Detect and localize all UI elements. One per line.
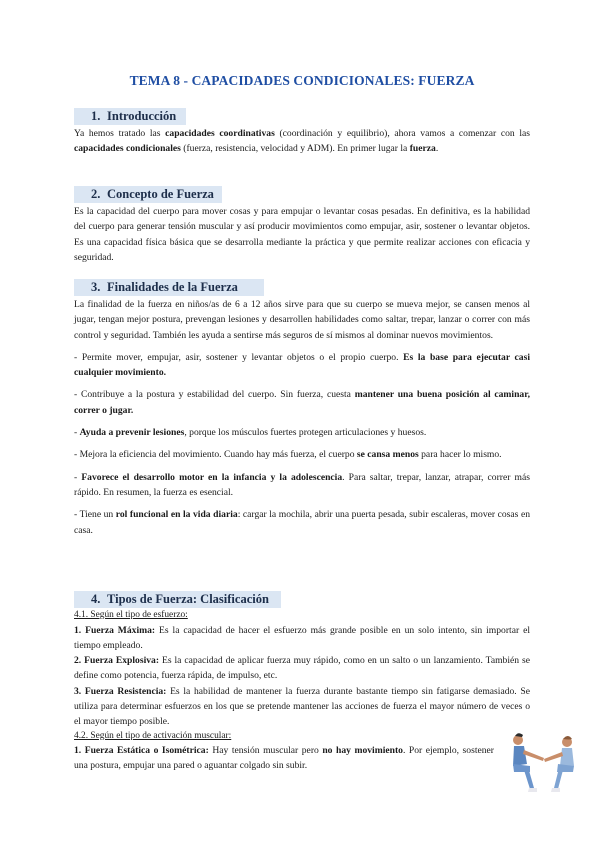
list-item: 3. Fuerza Resistencia: Es la habilidad de mantener la fuerza durante bastante tiempo sin fatigarse demasiado. Se utiliza para determinar esfuerzos en los que se pretende mantener las acciones de fuerza el mayor número de veces o el mayor tiempo posible.: [74, 685, 530, 728]
section-finalidades: [74, 279, 530, 538]
paragraph: Ya hemos tratado las capacidades coordinativas (coordinación y equilibrio), ahora vamos a comenzar con las capacidades condicionales (fuerza, resistencia, velocidad y ADM). En primer lugar la fuerza.: [74, 128, 530, 155]
partner-exercise-illustration: [500, 730, 586, 800]
section-heading: 2. Concepto de Fuerza: [74, 186, 222, 203]
list-item: 1. Fuerza Máxima: Es la capacidad de hacer el esfuerzo más grande posible en un solo intento, sin importar el tiempo empleado.: [74, 624, 530, 651]
section-introduccion: [74, 108, 530, 157]
subsection-title: 4.2. Según el tipo de activación muscular:: [74, 730, 232, 741]
document-title: TEMA 8 - CAPACIDADES CONDICIONALES: FUERZA: [129, 73, 475, 88]
paragraph: La finalidad de la fuerza en niños/as de 6 a 12 años sirve para que su cuerpo se mueva mejor, se cansen menos al jugar, tengan mejor postura, prevengan lesiones y desarrollen habilidades como saltar, trepar, lanzar o correr con más control y seguridad. También les ayuda a sentirse más seguros de sí mismos al dominar nuevos movimientos.: [74, 299, 530, 341]
paragraph: Es la capacidad del cuerpo para mover cosas y para empujar o levantar cosas pesadas. En definitiva, es la habilidad del cuerpo para generar tensión muscular y así producir movimientos como empujar, asir, sostener o levantar objetos. Es una capacidad física básica que se desarrolla mediante la práctica y que permite realizar acciones con eficacia y seguridad.: [74, 206, 530, 263]
bullet-item: - Mejora la eficiencia del movimiento. Cuando hay más fuerza, el cuerpo se cansa menos para hacer lo mismo.: [74, 449, 502, 461]
section-heading: 3. Finalidades de la Fuerza: [74, 279, 264, 296]
list-item: 1. Fuerza Estática o Isométrica: Hay tensión muscular pero no hay movimiento. Por ejemplo, sostener una postura, empujar una pared o aguantar colgado sin subir.: [74, 745, 494, 772]
bullet-item: - Permite mover, empujar, asir, sostener y levantar objetos o el propio cuerpo. Es la base para ejecutar casi cualquier movimiento.: [74, 351, 530, 379]
list-item: 2. Fuerza Explosiva: Es la capacidad de aplicar fuerza muy rápido, como en un salto o un lanzamiento. También se define como potencia, fuerza rápida, de impulso, etc.: [74, 655, 530, 682]
section-concepto: [74, 186, 530, 265]
subsection-title: 4.1. Según el tipo de esfuerzo:: [74, 610, 188, 620]
bullet-item: - Contribuye a la postura y estabilidad del cuerpo. Sin fuerza, cuesta mantener una buena posición al caminar, correr o jugar.: [74, 389, 530, 416]
bullet-item: - Tiene un rol funcional en la vida diaria: cargar la mochila, abrir una puerta pesada, subir escaleras, mover cosas en casa.: [74, 509, 531, 536]
bullet-item: - Ayuda a prevenir lesiones, porque los músculos fuertes protegen articulaciones y huesos.: [74, 427, 427, 439]
section-tipos: [74, 591, 530, 774]
section-heading: 1. Introducción: [74, 108, 186, 125]
bullet-item: - Favorece el desarrollo motor en la infancia y la adolescencia. Para saltar, trepar, lanzar, atrapar, correr más rápido. En resumen, la fuerza es esencial.: [74, 471, 530, 498]
section-heading: 4. Tipos de Fuerza: Clasificación: [74, 591, 281, 608]
